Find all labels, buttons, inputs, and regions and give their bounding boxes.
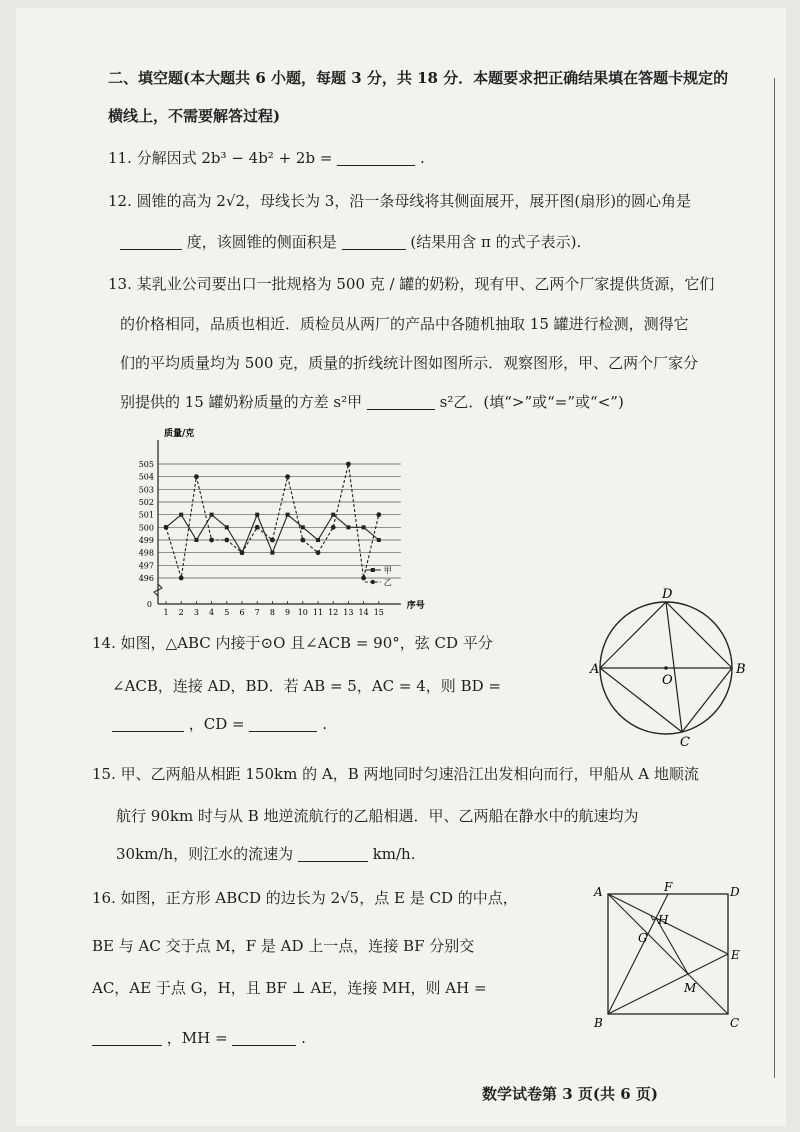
y-tick-label-500: 500 <box>138 523 154 533</box>
chart-labels <box>139 427 425 617</box>
q14-line1: 14. 如图，△ABC 内接于⊙O 且∠ACB = 90°，弦 CD 平分 <box>92 634 493 652</box>
q16-square-figure <box>592 882 742 1032</box>
section-heading-line2: 横线上，不需要解答过程) <box>108 107 281 125</box>
series-1-point-8 <box>270 551 274 555</box>
q16-line4 <box>92 1028 306 1048</box>
label-m: M <box>684 981 697 995</box>
q16-line1: 16. 如图，正方形 ABCD 的边长为 2√5，点 E 是 CD 的中点， <box>92 889 518 907</box>
y-tick-label-504: 504 <box>138 472 154 482</box>
x-tick-label-3: 3 <box>193 608 199 617</box>
y-tick-label-502: 502 <box>138 498 154 507</box>
chart-legend <box>365 566 392 587</box>
origin-label: 0 <box>146 600 152 609</box>
label-e: E <box>731 948 740 962</box>
x-tick-label-6: 6 <box>239 608 245 617</box>
x-tick-label-1: 1 <box>163 608 169 617</box>
q16-ah-blank[interactable] <box>92 1029 162 1046</box>
x-tick-label-4: 4 <box>209 608 215 617</box>
label-d: D <box>662 587 673 602</box>
legend-label-1: 甲 <box>383 566 392 575</box>
x-tick-label-11: 11 <box>312 608 324 617</box>
y-axis-title: 质量/克 <box>164 429 195 439</box>
q14-circle-figure <box>590 588 750 748</box>
x-tick-label-10: 10 <box>297 608 308 617</box>
q13-line1: 13. 某乳业公司要出口一批规格为 500 克 / 罐的奶粉，现有甲、乙两个厂家提供货源，它们 <box>108 275 715 293</box>
series-2-point-13 <box>346 462 351 467</box>
exam-page <box>16 8 786 1126</box>
series-1-point-4 <box>210 513 214 517</box>
x-tick-label-8: 8 <box>269 608 275 617</box>
page-footer: 数学试卷第 3 页(共 6 页) <box>482 1085 658 1103</box>
label-b: B <box>594 1016 603 1030</box>
series-1-point-12 <box>331 513 335 517</box>
series-2-point-7 <box>255 525 260 530</box>
series-1-point-15 <box>377 538 381 542</box>
y-tick-label-503: 503 <box>138 485 154 495</box>
chords-ad-bd <box>600 602 732 668</box>
q11-answer-blank[interactable] <box>337 149 415 166</box>
q15-text: 30km/h，则江水的流速为 <box>116 845 294 863</box>
series-line-1 <box>166 515 379 553</box>
q13-variance-a: 别提供的 15 罐奶粉质量的方差 s²甲 <box>120 393 363 411</box>
series-line-2 <box>166 464 379 578</box>
x-tick-label-9: 9 <box>285 608 291 617</box>
q14-line3 <box>112 714 327 734</box>
q12-part-a: 度，该圆锥的侧面积是 <box>186 233 337 251</box>
series-1-point-7 <box>255 513 259 517</box>
x-tick-label-14: 14 <box>358 608 369 617</box>
label-g: G <box>638 931 648 945</box>
q14-bd-blank[interactable] <box>112 715 184 732</box>
label-a: A <box>594 885 603 899</box>
x-tick-label-12: 12 <box>328 608 339 617</box>
chord-cd <box>666 602 682 732</box>
series-1-point-9 <box>286 513 290 517</box>
q13-line4 <box>120 392 624 412</box>
q14-line2: ∠ACB，连接 AD，BD．若 AB = 5，AC = 4，则 BD = <box>112 677 501 695</box>
series-1-point-10 <box>301 525 305 529</box>
x-tick-label-7: 7 <box>254 608 260 617</box>
q12-line1: 12. 圆锥的高为 2√2，母线长为 3，沿一条母线将其侧面展开，展开图(扇形)的圆心角是 <box>108 192 692 210</box>
y-tick-label-501: 501 <box>138 510 154 520</box>
y-tick-label-505: 505 <box>138 460 154 469</box>
series-2-point-5 <box>224 538 229 543</box>
q14-tail: . <box>322 715 327 733</box>
label-f: F <box>664 880 673 894</box>
series-2-point-3 <box>194 474 199 479</box>
y-tick-label-496: 496 <box>138 574 154 583</box>
q11-text: 11. 分解因式 2b³ − 4b² + 2b = <box>108 149 333 167</box>
label-c: C <box>730 1016 740 1030</box>
y-tick-label-497: 497 <box>138 561 154 571</box>
q13-variance-b: s²乙．(填“>”或“=”或“<”) <box>439 393 624 411</box>
series-2-point-10 <box>300 538 305 543</box>
q12-line2 <box>120 232 581 252</box>
series-1-point-2 <box>179 513 183 517</box>
series-2-point-11 <box>316 550 321 555</box>
x-tick-label-13: 13 <box>343 608 354 617</box>
x-axis-title: 序号 <box>406 601 425 611</box>
q15-line1: 15. 甲、乙两船从相距 150km 的 A，B 两地同时匀速沿江出发相向而行，甲船从 A 地顺流 <box>92 765 699 783</box>
chart-series <box>164 462 382 581</box>
series-1-point-13 <box>346 525 350 529</box>
q16-tail: . <box>301 1029 306 1047</box>
q13-line3: 们的平均质量均为 500 克，质量的折线统计图如图所示．观察图形，甲、乙两个厂家分 <box>120 354 699 372</box>
q13-answer-blank[interactable] <box>367 393 435 410</box>
series-1-point-5 <box>225 525 229 529</box>
q13-line2: 的价格相同，品质也相近．质检员从两厂的产品中各随机抽取 15 罐进行检测，测得它 <box>120 315 689 333</box>
q16-mh-label: ，MH = <box>166 1029 228 1047</box>
series-1-point-14 <box>362 525 366 529</box>
series-1-point-3 <box>194 538 198 542</box>
question-11 <box>108 148 425 168</box>
diagonal-ac <box>608 894 728 1014</box>
q12-area-blank[interactable] <box>342 233 406 250</box>
label-h: H <box>658 913 669 927</box>
center-o-dot <box>664 666 668 670</box>
series-2-point-1 <box>164 525 169 530</box>
q16-line3: AC，AE 于点 G，H，且 BF ⊥ AE，连接 MH，则 AH = <box>92 979 487 997</box>
legend-marker-1 <box>371 568 375 572</box>
q16-line2: BE 与 AC 交于点 M，F 是 AD 上一点，连接 BF 分别交 <box>92 937 475 955</box>
segment-bf <box>608 894 668 1014</box>
q14-cd-label: ，CD = <box>188 715 245 733</box>
chart-grid <box>158 464 401 578</box>
page-right-rule <box>774 78 775 1078</box>
q16-mh-blank[interactable] <box>232 1029 296 1046</box>
x-tick-label-15: 15 <box>373 608 384 617</box>
q15-line2: 航行 90km 时与从 B 地逆流航行的乙船相遇．甲、乙两船在静水中的航速均为 <box>116 807 639 825</box>
series-2-point-2 <box>179 576 184 581</box>
q12-angle-blank[interactable] <box>120 233 182 250</box>
label-b: B <box>736 662 746 677</box>
section-heading-line1: 二、填空题(本大题共 6 小题，每题 3 分，共 18 分．本题要求把正确结果填在答题卡规定的 <box>108 69 729 87</box>
x-tick-label-2: 2 <box>178 608 184 617</box>
label-d: D <box>730 885 740 899</box>
label-a: A <box>590 662 600 677</box>
q15-line3 <box>116 844 415 864</box>
q15-unit: km/h. <box>372 845 416 863</box>
segment-be <box>608 954 728 1014</box>
y-tick-label-498: 498 <box>138 548 154 558</box>
series-2-point-14 <box>361 576 366 581</box>
legend-marker-2 <box>371 580 375 584</box>
series-2-point-9 <box>285 474 290 479</box>
x-tick-label-5: 5 <box>224 608 230 617</box>
series-2-point-4 <box>209 538 214 543</box>
series-2-point-15 <box>376 512 381 517</box>
q14-cd-blank[interactable] <box>249 715 317 732</box>
legend-label-2: 乙 <box>383 578 392 587</box>
y-tick-label-499: 499 <box>138 536 154 545</box>
q12-part-b: (结果用含 π 的式子表示). <box>410 233 582 251</box>
series-2-point-12 <box>331 525 336 530</box>
series-2-point-8 <box>270 538 275 543</box>
label-o: O <box>662 673 673 688</box>
series-2-point-6 <box>240 550 245 555</box>
label-c: C <box>680 735 690 750</box>
q15-answer-blank[interactable] <box>298 845 368 862</box>
quality-line-chart <box>116 422 425 622</box>
series-1-point-11 <box>316 538 320 542</box>
q11-tail: . <box>419 149 425 167</box>
